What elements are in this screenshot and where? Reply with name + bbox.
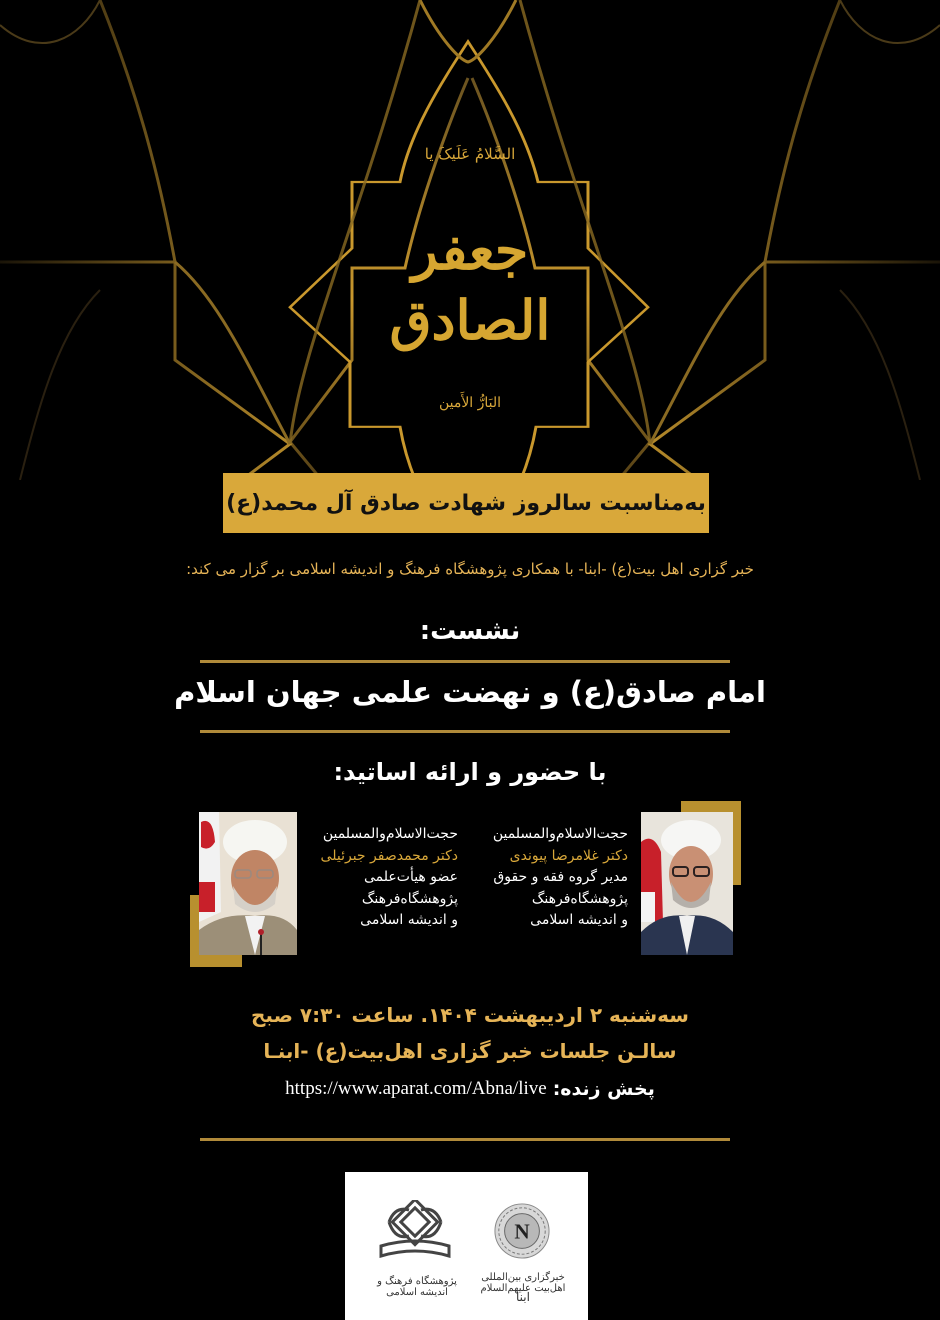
live-stream-row (0, 1078, 940, 1100)
live-stream-link[interactable]: https://www.aparat.com/Abna/live (285, 1078, 547, 1099)
speaker-card (440, 824, 628, 932)
divider-middle (200, 730, 730, 733)
abna-emblem-icon (493, 1202, 551, 1260)
live-stream-label: پخش زنده: (552, 1078, 655, 1100)
speaker-affiliation-cont: و اندیشه اسلامی (530, 912, 628, 928)
speaker-honorific: حجت‌الاسلام‌والمسلمین (492, 826, 628, 842)
speaker-role: مدیر گروه فقه و حقوق (493, 869, 628, 885)
speaker-role: عضو هیأت‌علمی (364, 869, 458, 885)
portrait-icon (641, 812, 733, 955)
institute-logo-caption: پژوهشگاه فرهنگ و اندیشه اسلامی (377, 1276, 457, 1298)
organizer-line: خبر گزاری اهل بیت(ع) -ابنا- با همکاری پژوهشگاه فرهنگ و اندیشه اسلامی بر گزار می کند: (186, 560, 754, 578)
speaker-affiliation: پژوهشگاه‌فرهنگ (531, 890, 628, 907)
speaker-name: دکتر غلامرضا پیوندی (509, 847, 628, 864)
session-title: امام صادق(ع) و نهضت علمی جهان اسلام (174, 675, 766, 709)
abna-logo-caption-short: ابنا (516, 1290, 530, 1304)
speaker-card (260, 824, 458, 932)
calligraphy-top-text: السَّلامُ عَلَیکَ یا (424, 145, 516, 163)
speaker-affiliation-cont: و اندیشه اسلامی (360, 912, 458, 928)
divider-top (200, 660, 730, 663)
calligraphy-bottom-text: البَارُّ الأَمین (438, 395, 502, 411)
speaker-photo (641, 812, 733, 955)
occasion-banner (223, 473, 709, 533)
svg-text:N: N (514, 1219, 530, 1244)
event-venue: سالـن جلسات خبر گزاری اهل‌بیت(ع) -ابنـا (263, 1039, 677, 1063)
speaker-honorific: حجت‌الاسلام‌والمسلمین (322, 826, 458, 842)
sponsor-logos (345, 1172, 588, 1320)
calligraphy-main-text: جعفر الصادق (389, 218, 551, 352)
presenters-label: با حضور و ارائه اساتید: (333, 758, 607, 786)
event-date-time: سه‌شنبه ۲ اردیبهشت ۱۴۰۴. ساعت ۷:۳۰ صبح (251, 1003, 689, 1027)
session-label: نشست: (419, 616, 521, 646)
divider-bottom (200, 1138, 730, 1141)
speaker-name: دکتر محمدصفر جبرئیلی (320, 847, 458, 864)
occasion-text: به‌مناسبت سالروز شهادت صادق آل محمد(ع) (226, 490, 706, 516)
calligraphy-emblem (340, 115, 600, 435)
abna-logo-caption: خبرگزاری بین‌المللی اهل‌بیت علیهم‌السلام (480, 1272, 566, 1294)
institute-knot-logo-icon (375, 1200, 455, 1270)
speaker-affiliation: پژوهشگاه‌فرهنگ (361, 890, 458, 907)
